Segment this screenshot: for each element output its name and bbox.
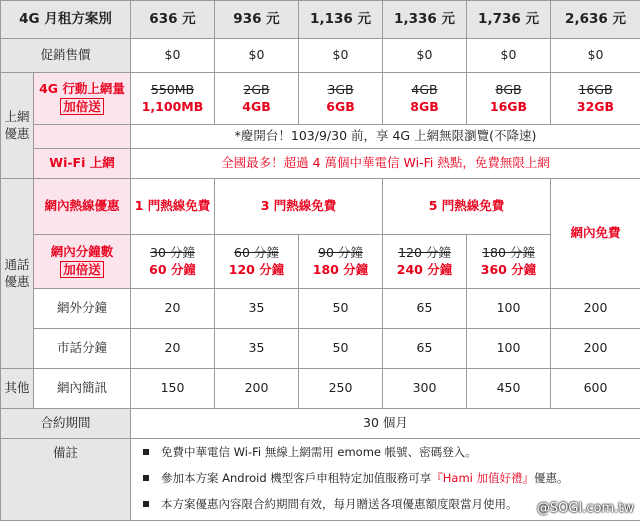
new-minutes: 360 分鐘 (469, 262, 548, 279)
offnet-value: 20 (131, 289, 215, 329)
promo-price-value: $0 (131, 39, 215, 73)
data-cell (131, 73, 215, 125)
internet-note: *慶開台！103/9/30 前，享 4G 上網無限瀏覽(不降速) (131, 125, 640, 149)
internet-note-spacer (34, 125, 131, 149)
new-data: 8GB (385, 99, 464, 116)
new-data: 1,100MB (133, 99, 212, 116)
wifi-row (1, 149, 640, 179)
contract-label: 合約期間 (1, 409, 131, 439)
old-data: 3GB (301, 82, 380, 99)
minutes-cell (383, 235, 467, 289)
offnet-value: 200 (551, 289, 640, 329)
square-bullet-icon (143, 501, 149, 507)
offnet-label: 網外分鐘 (34, 289, 131, 329)
promo-price-value: $0 (467, 39, 551, 73)
contract-row (1, 409, 640, 439)
hami-gift-text: 『Hami 加值好禮』 (431, 471, 534, 485)
onnet-minutes-title: 網內分鐘數 (36, 244, 128, 261)
other-group-label: 其他 (1, 369, 34, 409)
old-minutes: 180 分鐘 (469, 245, 548, 262)
old-data: 16GB (553, 82, 638, 99)
mobile-data-title: 4G 行動上網量 (36, 81, 128, 98)
new-minutes: 180 分鐘 (301, 262, 380, 279)
old-minutes: 30 分鐘 (133, 245, 212, 262)
hotline-3: 3 門熱線免費 (215, 179, 383, 235)
watermark: @SOGI.com.tw (537, 501, 634, 516)
double-badge: 加倍送 (60, 98, 104, 115)
old-data: 550MB (133, 82, 212, 99)
data-cell (467, 73, 551, 125)
plan-2636: 2,636 元 (551, 1, 640, 39)
minutes-cell (131, 235, 215, 289)
hotline-label: 網內熱線優惠 (34, 179, 131, 235)
minutes-cell (215, 235, 299, 289)
new-minutes: 120 分鐘 (217, 262, 296, 279)
plan-936: 936 元 (215, 1, 299, 39)
new-data: 32GB (553, 99, 638, 116)
sms-value: 200 (215, 369, 299, 409)
old-data: 8GB (469, 82, 548, 99)
local-value: 65 (383, 329, 467, 369)
data-cell (215, 73, 299, 125)
promo-price-value: $0 (551, 39, 640, 73)
note-item: 免費中華電信 Wi-Fi 無線上網需用 emome 帳號、密碼登入。 (143, 439, 638, 465)
sms-value: 450 (467, 369, 551, 409)
plan-636: 636 元 (131, 1, 215, 39)
onnet-free: 網內免費 (551, 179, 640, 289)
local-value: 50 (299, 329, 383, 369)
promo-price-value: $0 (299, 39, 383, 73)
promo-price-label: 促銷售價 (1, 39, 131, 73)
square-bullet-icon (143, 475, 149, 481)
offnet-row (1, 289, 640, 329)
old-data: 2GB (217, 82, 296, 99)
mobile-data-label (34, 73, 131, 125)
onnet-minutes-row (1, 235, 640, 289)
hotline-row (1, 179, 640, 235)
sms-row (1, 369, 640, 409)
offnet-value: 100 (467, 289, 551, 329)
note-item: 本方案優惠內容限合約期間有效，每月贈送各項優惠額度限當月使用。 (143, 491, 638, 517)
minutes-cell (467, 235, 551, 289)
plan-1336: 1,336 元 (383, 1, 467, 39)
offnet-value: 50 (299, 289, 383, 329)
local-label: 市話分鐘 (34, 329, 131, 369)
minutes-cell (299, 235, 383, 289)
sms-value: 150 (131, 369, 215, 409)
new-minutes: 240 分鐘 (385, 262, 464, 279)
notes-label: 備註 (1, 439, 131, 521)
old-minutes: 120 分鐘 (385, 245, 464, 262)
hotline-1: 1 門熱線免費 (131, 179, 215, 235)
calls-group-label: 通話 優惠 (1, 179, 34, 369)
square-bullet-icon (143, 449, 149, 455)
old-minutes: 90 分鐘 (301, 245, 380, 262)
internet-group-label: 上網 優惠 (1, 73, 34, 179)
wifi-value: 全國最多！超過 4 萬個中華電信 Wi-Fi 熱點，免費無限上網 (131, 149, 640, 179)
plan-1136: 1,136 元 (299, 1, 383, 39)
local-row (1, 329, 640, 369)
local-value: 200 (551, 329, 640, 369)
data-cell (551, 73, 640, 125)
old-data: 4GB (385, 82, 464, 99)
offnet-value: 35 (215, 289, 299, 329)
local-value: 100 (467, 329, 551, 369)
onnet-minutes-label (34, 235, 131, 289)
promo-price-value: $0 (215, 39, 299, 73)
new-data: 4GB (217, 99, 296, 116)
offnet-value: 65 (383, 289, 467, 329)
sms-value: 600 (551, 369, 640, 409)
wifi-label: Wi-Fi 上網 (34, 149, 131, 179)
note-item: 參加本方案 Android 機型客戶申租特定加值服務可享 『Hami 加值好禮』 優惠。 (143, 465, 638, 491)
sms-value: 250 (299, 369, 383, 409)
old-minutes: 60 分鐘 (217, 245, 296, 262)
sms-value: 300 (383, 369, 467, 409)
promo-price-row (1, 39, 640, 73)
new-data: 6GB (301, 99, 380, 116)
plan-label: 4G 月租方案別 (1, 1, 131, 39)
local-value: 35 (215, 329, 299, 369)
contract-value: 30 個月 (131, 409, 640, 439)
promo-price-value: $0 (383, 39, 467, 73)
data-cell (299, 73, 383, 125)
internet-note-row (1, 125, 640, 149)
local-value: 20 (131, 329, 215, 369)
mobile-data-row (1, 73, 640, 125)
header-row (1, 1, 640, 39)
data-cell (383, 73, 467, 125)
plan-1736: 1,736 元 (467, 1, 551, 39)
new-minutes: 60 分鐘 (133, 262, 212, 279)
new-data: 16GB (469, 99, 548, 116)
hotline-5: 5 門熱線免費 (383, 179, 551, 235)
sms-label: 網內簡訊 (34, 369, 131, 409)
double-badge: 加倍送 (60, 261, 104, 278)
